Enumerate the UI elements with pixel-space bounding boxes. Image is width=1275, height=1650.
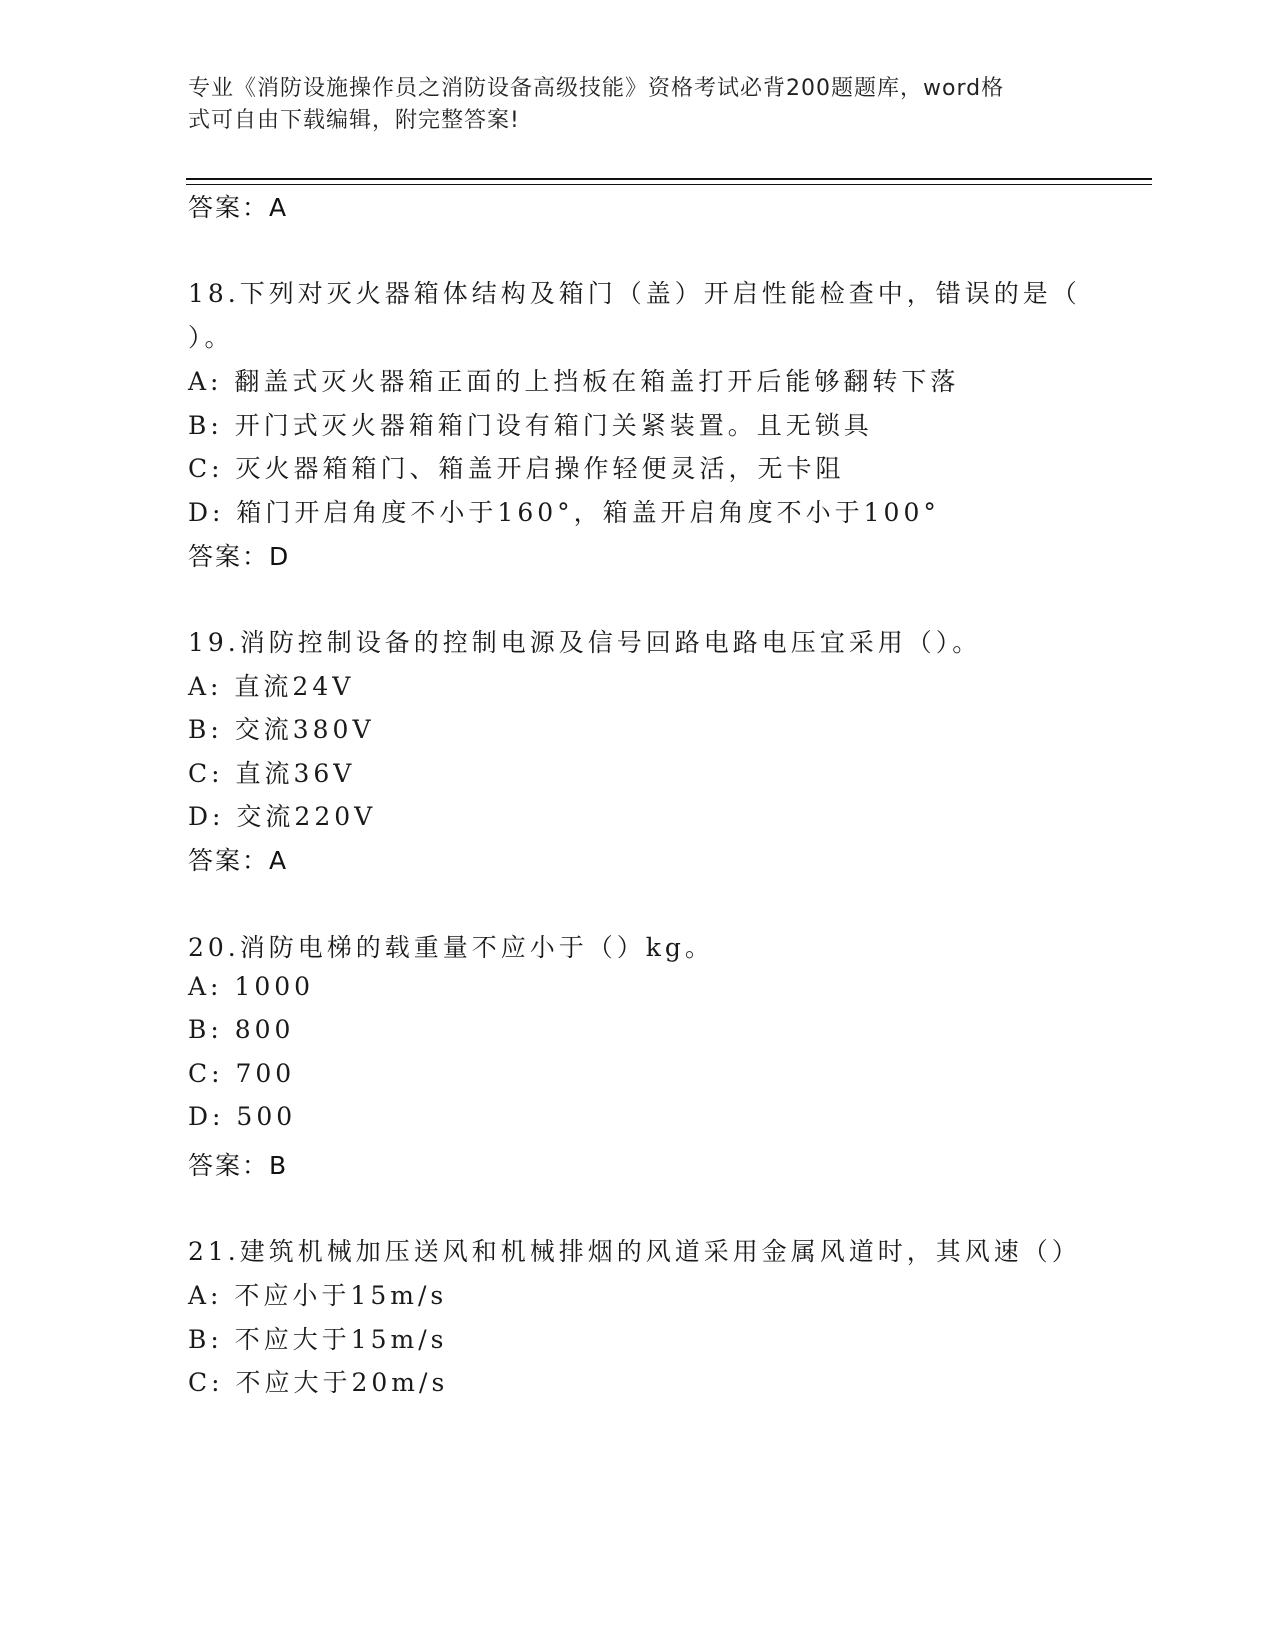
document-header (188, 73, 1068, 137)
previous-answer: 答案：A (188, 193, 289, 222)
question-18-option-c: C: 灭火器箱箱门、箱盖开启操作轻便灵活，无卡阻 (188, 454, 845, 483)
question-20-option-d: D: 500 (188, 1102, 297, 1131)
question-20-option-a: A: 1000 (188, 972, 315, 1001)
question-21-stem: 21.建筑机械加压送风和机械排烟的风道采用金属风道时，其风速（） (188, 1237, 1081, 1266)
header-divider-thin (186, 184, 1152, 185)
question-21-option-b: B: 不应大于15m/s (188, 1325, 448, 1354)
header-line-1: 专业《消防设施操作员之消防设备高级技能》资格考试必背200题题库，word格 (188, 76, 1005, 101)
question-18-stem-cont: ）。 (188, 323, 234, 352)
question-19-option-a: A: 直流24V (188, 672, 355, 701)
question-18-option-b: B: 开门式灭火器箱箱门设有箱门关紧装置。且无锁具 (188, 411, 873, 440)
question-19-option-d: D: 交流220V (188, 802, 377, 831)
question-19-option-c: C: 直流36V (188, 759, 356, 788)
question-18-option-a: A: 翻盖式灭火器箱正面的上挡板在箱盖打开后能够翻转下落 (188, 367, 960, 396)
question-20-option-c: C: 700 (188, 1059, 296, 1088)
question-20-answer: 答案：B (188, 1151, 289, 1180)
question-19-answer: 答案：A (188, 846, 289, 875)
question-18-stem: 18.下列对灭火器箱体结构及箱门（盖）开启性能检查中，错误的是（ (188, 279, 1081, 308)
question-20-option-b: B: 800 (188, 1015, 295, 1044)
header-line-2: 式可自由下载编辑，附完整答案! (188, 108, 520, 133)
header-divider-thick (186, 178, 1152, 180)
question-20-stem: 20.消防电梯的载重量不应小于（）kg。 (188, 933, 714, 962)
question-21-option-c: C: 不应大于20m/s (188, 1368, 449, 1397)
question-18-answer: 答案：D (188, 542, 291, 571)
question-19-option-b: B: 交流380V (188, 715, 375, 744)
question-19-stem: 19.消防控制设备的控制电源及信号回路电路电压宜采用（）。 (188, 628, 982, 657)
question-21-option-a: A: 不应小于15m/s (188, 1281, 448, 1310)
question-18-option-d: D: 箱门开启角度不小于160°，箱盖开启角度不小于100° (188, 498, 940, 527)
